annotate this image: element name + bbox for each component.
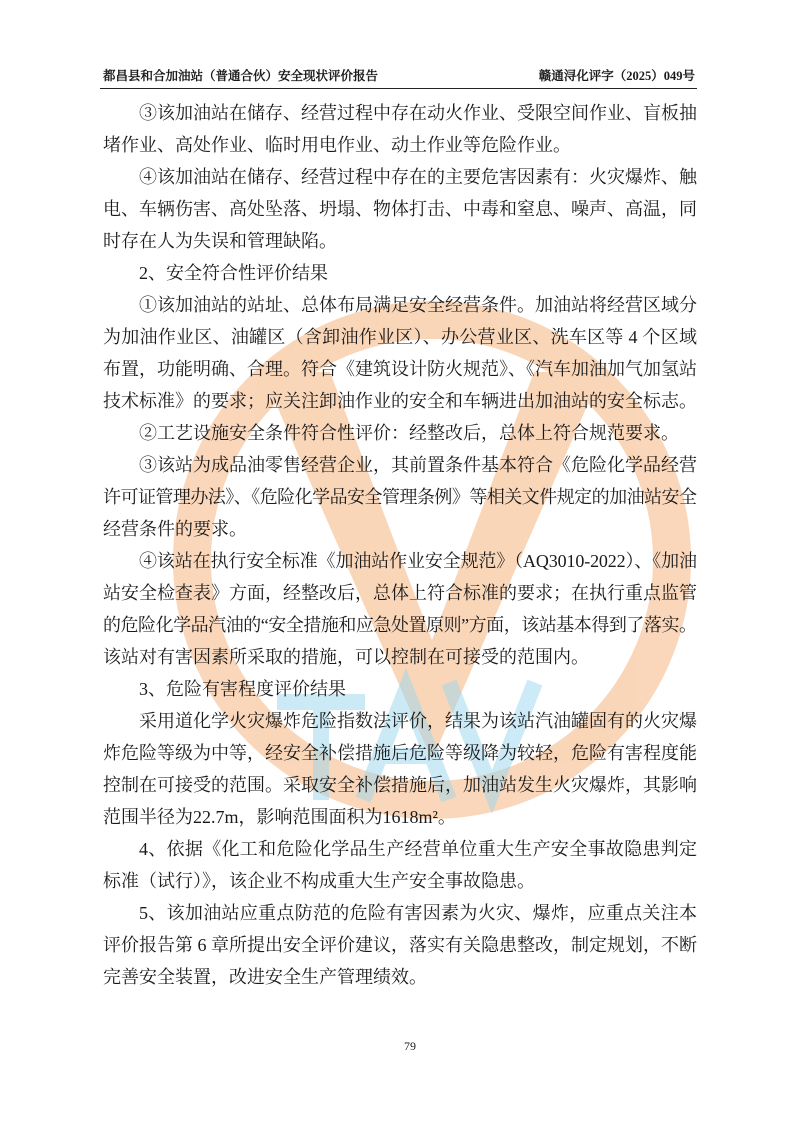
paragraph-site-layout	[103, 289, 697, 417]
paragraph-hazard-factors	[103, 161, 697, 257]
text-line: 5、该加油站应重点防范的危险有害因素为火灾、爆炸，应重点关注本	[139, 903, 698, 923]
text-line: 采用道化学火灾爆炸危险指数法评价，结果为该站汽油罐固有的火灾爆	[139, 711, 697, 731]
text-line: 布置，功能明确、合理。符合《建筑设计防火规范》、《汽车加油加气加氢站	[103, 359, 697, 379]
text-line: 为加油作业区、油罐区（含卸油作业区）、办公营业区、洗车区等 4 个区域	[103, 327, 698, 347]
page-header	[103, 67, 695, 85]
page-number: 79	[404, 1039, 416, 1053]
text-line: ②工艺设施安全条件符合性评价：经整改后，总体上符合规范要求。	[139, 423, 679, 443]
paragraph-major-hazard-judgement	[103, 833, 697, 897]
text-line: 该站对有害因素所采取的措施，可以控制在可接受的范围内。	[103, 647, 589, 667]
paragraph-process-facilities	[103, 417, 697, 449]
page-body	[103, 97, 697, 993]
paragraph-safety-standards	[103, 545, 697, 673]
text-line: 时存在人为失误和管理缺陷。	[103, 231, 337, 251]
section-heading-compliance	[103, 257, 697, 289]
paragraph-dow-index-result	[103, 705, 697, 833]
text-line: 经营条件的要求。	[103, 519, 247, 539]
text-line: 范围半径为22.7m，影响范围面积为1618m²。	[103, 807, 456, 827]
text-line: 炸危险等级为中等，经安全补偿措施后危险等级降为较轻，危险有害程度能	[103, 743, 697, 763]
text-line: ③该站为成品油零售经营企业，其前置条件基本符合《危险化学品经营	[139, 455, 697, 475]
text-line: 站安全检查表》方面，经整改后，总体上符合标准的要求；在执行重点监管	[103, 583, 697, 603]
section-heading-hazard-degree	[103, 673, 697, 705]
text-line: 2、安全符合性评价结果	[139, 263, 328, 283]
report-number: 赣通浔化评字（2025）049号	[538, 69, 695, 83]
text-line: ③该加油站在储存、经营过程中存在动火作业、受限空间作业、盲板抽	[139, 103, 697, 123]
text-line: 技术标准》的要求；应关注卸油作业的安全和车辆进出加油站的安全标志。	[103, 391, 697, 411]
paragraph-preconditions	[103, 449, 697, 545]
text-line: 许可证管理办法》、《危险化学品安全管理条例》等相关文件规定的加油站安全	[103, 487, 697, 507]
text-line: 标准（试行）》，该企业不构成重大生产安全事故隐患。	[103, 871, 535, 891]
text-line: 控制在可接受的范围。采取安全补偿措施后，加油站发生火灾爆炸，其影响	[103, 775, 697, 795]
text-line: 评价报告第 6 章所提出安全评价建议，落实有关隐患整改，制定规划，不断	[103, 935, 697, 955]
text-line: 堵作业、高处作业、临时用电作业、动土作业等危险作业。	[103, 135, 571, 155]
text-line: ④该加油站在储存、经营过程中存在的主要危害因素有：火灾爆炸、触	[139, 167, 697, 187]
report-title: 都昌县和合加油站（普通合伙）安全现状评价报告	[103, 69, 379, 83]
text-line: 4、依据《化工和危险化学品生产经营单位重大生产安全事故隐患判定	[139, 839, 698, 859]
text-line: ④该站在执行安全标准《加油站作业安全规范》（AQ3010-2022）、《加油	[139, 551, 697, 571]
text-line: 电、车辆伤害、高处坠落、坍塌、物体打击、中毒和窒息、噪声、高温，同	[103, 199, 697, 219]
text-line: 3、危险有害程度评价结果	[139, 679, 346, 699]
text-line: ①该加油站的站址、总体布局满足安全经营条件。加油站将经营区域分	[139, 295, 697, 315]
header-rule	[100, 88, 697, 89]
paragraph-key-prevention	[103, 897, 697, 993]
text-line: 的危险化学品汽油的“安全措施和应急处置原则”方面，该站基本得到了落实。	[103, 615, 697, 635]
text-line: 完善安全装置，改进安全生产管理绩效。	[103, 967, 427, 987]
paragraph-hazardous-operations	[103, 97, 697, 161]
